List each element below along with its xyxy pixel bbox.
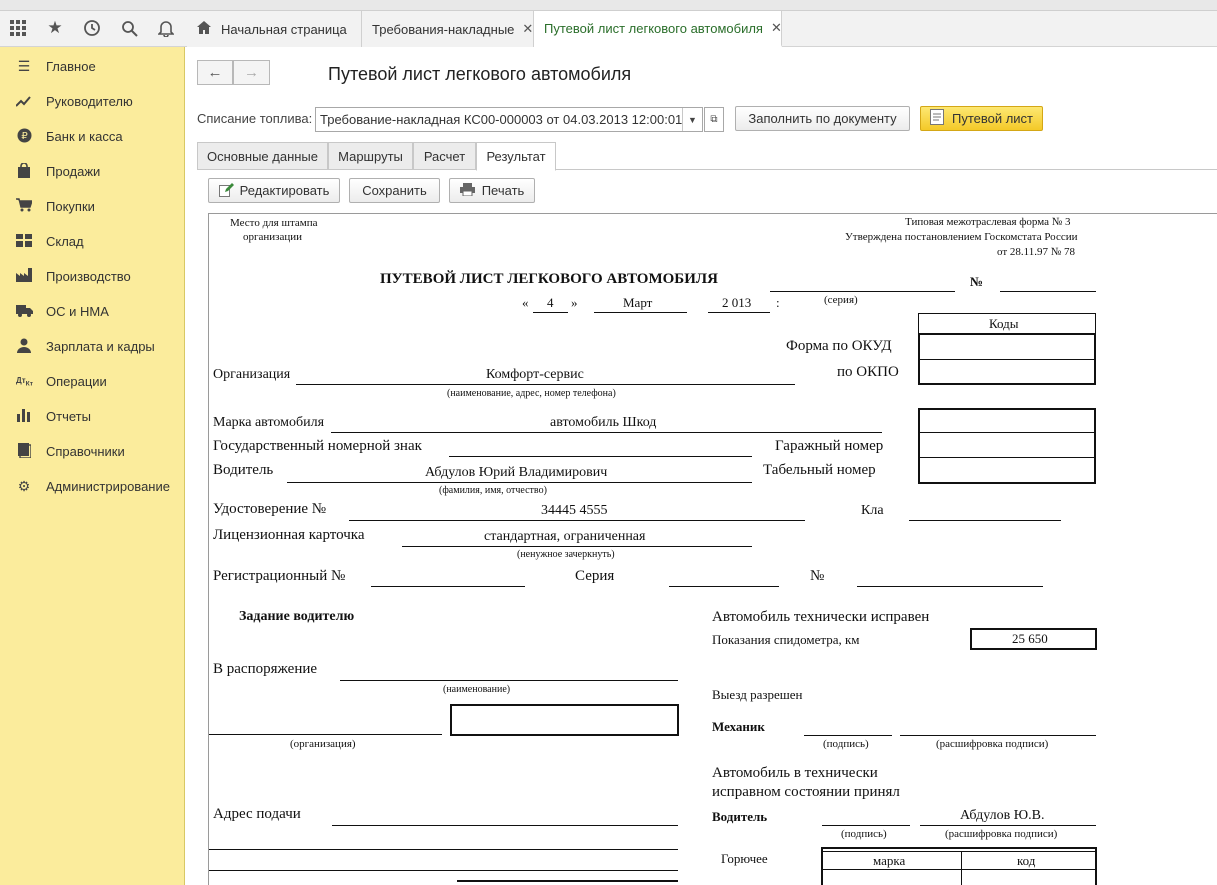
disposal-line	[340, 680, 678, 681]
sidebar-item-operations[interactable]	[0, 364, 185, 399]
address-line-2	[209, 849, 678, 850]
mechanic-decode-line	[900, 735, 1096, 736]
quote-open: «	[522, 295, 529, 310]
plate-line	[449, 456, 752, 457]
history-icon[interactable]	[81, 17, 103, 39]
sidebar-item-salary[interactable]	[0, 329, 185, 364]
address-label: Адрес подачи	[213, 806, 301, 822]
apps-grid-icon[interactable]	[7, 17, 29, 39]
address-line-4	[457, 880, 678, 882]
tab-label: Требования-накладные	[372, 21, 515, 37]
okpo-label: по ОКПО	[837, 364, 899, 380]
document-icon	[930, 109, 944, 128]
sidebar-item-label: Продажи	[46, 164, 101, 179]
chevron-down-icon[interactable]: ▼	[682, 108, 702, 131]
sidebar-item-label: Операции	[46, 374, 107, 389]
search-icon[interactable]	[118, 17, 140, 39]
person-icon	[16, 338, 32, 356]
warehouse-icon	[16, 234, 32, 250]
day-line	[533, 312, 568, 313]
sidebar-item-label: Банк и касса	[46, 129, 123, 144]
dt-kt-icon: $Дт_{Кт}$	[16, 375, 33, 388]
fuel-writeoff-value: Требование-накладная КС00-000003 от 04.03.2013 12:00:01	[320, 112, 682, 127]
org-caption-2: (организация)	[290, 738, 356, 750]
disposal-label: В распоряжение	[213, 661, 318, 677]
car-codes-divider-2	[919, 457, 1095, 458]
driver2-decode-line	[920, 825, 1096, 826]
print-button-label: Печать	[481, 183, 525, 198]
org-label: Организация	[213, 367, 291, 382]
org-value: Комфорт-сервис	[486, 367, 584, 382]
edit-button[interactable]	[208, 178, 340, 203]
address-line	[332, 825, 678, 826]
pencil-icon	[219, 182, 234, 200]
menu-icon: ☰	[17, 58, 31, 74]
series-value-line	[669, 586, 779, 587]
printer-icon	[460, 183, 475, 199]
sidebar-item-reports[interactable]	[0, 399, 185, 434]
sidebar-item-label: Администрирование	[46, 479, 170, 494]
tab-requisitions[interactable]	[362, 11, 534, 47]
waybill-button-label: Путевой лист	[951, 111, 1034, 126]
driver-line	[287, 482, 752, 483]
task-label: Задание водителю	[239, 609, 355, 624]
mechanic-decode-caption: (расшифровка подписи)	[936, 738, 1049, 750]
sidebar-item-label: ОС и НМА	[46, 304, 109, 319]
sidebar-item-sales[interactable]	[0, 154, 185, 189]
sidebar-item-fixed-assets[interactable]	[0, 294, 185, 329]
series-caption: (серия)	[824, 294, 858, 306]
reg-line	[371, 586, 525, 587]
class-line	[909, 520, 1061, 521]
date-month: Март	[623, 295, 653, 310]
card-label: Лицензионная карточка	[213, 527, 365, 543]
approved-date-text: от 28.11.97 № 78	[997, 246, 1075, 258]
waybill-spreadsheet[interactable]	[208, 213, 1217, 885]
number-line	[1000, 291, 1096, 292]
sidebar	[0, 47, 185, 885]
sidebar-item-label: Зарплата и кадры	[46, 339, 155, 354]
save-button[interactable]: Сохранить	[349, 178, 440, 203]
car-codes-divider-1	[919, 432, 1095, 433]
fuel-table	[821, 847, 1097, 885]
card-value: стандартная, ограниченная	[484, 529, 646, 544]
accepted-line-1: Автомобиль в технически	[712, 765, 878, 781]
ruble-icon	[16, 128, 32, 146]
org-caption: (наименование, адрес, номер телефона)	[447, 388, 616, 399]
back-button[interactable]	[197, 60, 233, 85]
sidebar-item-label: Производство	[46, 269, 131, 284]
tabs-divider	[197, 169, 1217, 170]
name-caption: (наименование)	[443, 684, 511, 695]
driver-value: Абдулов Юрий Владимирович	[425, 465, 608, 480]
odometer-label: Показания спидометра, км	[712, 632, 860, 647]
window-title-strip	[0, 0, 1217, 11]
car-line	[331, 432, 882, 433]
page-title: Путевой лист легкового автомобиля	[328, 64, 632, 84]
odometer-value: 25 650	[1012, 631, 1048, 646]
tab-calculation[interactable]: Расчет	[413, 142, 476, 170]
reg-label: Регистрационный №	[213, 568, 346, 584]
waybill-print-button[interactable]	[920, 106, 1043, 131]
favorites-star-icon[interactable]: ★	[47, 18, 63, 37]
tab-result[interactable]: Результат	[476, 142, 556, 171]
sidebar-item-manager[interactable]	[0, 84, 185, 119]
svg-text:₽: ₽	[20, 130, 28, 142]
tab-label: Начальная страница	[221, 21, 347, 37]
driver2-sign-line	[822, 825, 910, 826]
card-caption: (ненужное зачеркнуть)	[517, 549, 615, 560]
fuel-section-label: Горючее	[721, 851, 768, 866]
car-codes-box	[918, 408, 1096, 484]
gear-icon: ⚙	[17, 478, 31, 494]
plate-label: Государственный номерной знак	[213, 438, 422, 454]
sidebar-item-warehouse[interactable]	[0, 224, 185, 259]
cart-icon	[16, 198, 32, 215]
number-sign: №	[970, 274, 984, 289]
address-line-3	[209, 870, 678, 871]
no-label: №	[810, 568, 825, 584]
notifications-bell-icon[interactable]	[155, 17, 177, 39]
driver2-value: Абдулов Ю.В.	[960, 808, 1045, 823]
fuel-table-row-line	[823, 869, 1095, 870]
org-stamp-box	[450, 704, 679, 736]
truck-icon	[16, 304, 32, 320]
bag-icon	[16, 163, 32, 181]
driver-label: Водитель	[213, 462, 274, 478]
fuel-table-inner-top	[823, 851, 1095, 852]
fuel-writeoff-label: Списание топлива:	[197, 111, 313, 126]
series-line	[770, 291, 955, 292]
tab-number-label: Табельный номер	[763, 462, 876, 478]
codes-label: Коды	[989, 316, 1019, 331]
tab-routes[interactable]: Маршруты	[328, 142, 413, 170]
main-content	[185, 47, 1217, 885]
date-year: 2 013	[722, 295, 752, 310]
sidebar-item-label: Главное	[46, 59, 96, 74]
top-bar	[0, 0, 1217, 47]
colon-sep: :	[776, 295, 780, 310]
class-label: Кла	[861, 503, 884, 518]
approved-text: Утверждена постановлением Госкомстата России	[845, 231, 1078, 243]
sidebar-item-label: Покупки	[46, 199, 95, 214]
driver2-decode-caption: (расшифровка подписи)	[945, 828, 1058, 840]
sidebar-item-bank[interactable]	[0, 119, 185, 154]
trend-icon	[16, 94, 32, 110]
fuel-mark-header: марка	[873, 853, 906, 868]
okud-label: Форма по ОКУД	[786, 338, 892, 354]
edit-button-label: Редактировать	[239, 183, 330, 198]
no-line	[857, 586, 1043, 587]
card-line	[402, 546, 752, 547]
car-value: автомобиль Шкод	[550, 415, 657, 430]
close-icon[interactable]: ✕	[770, 20, 782, 35]
month-line	[594, 312, 687, 313]
exit-allowed-label: Выезд разрешен	[712, 687, 803, 702]
arrow-left-icon: ←	[207, 64, 223, 81]
garage-label: Гаражный номер	[775, 438, 884, 454]
sidebar-item-purchases[interactable]	[0, 189, 185, 224]
codes-divider	[919, 359, 1095, 360]
close-icon[interactable]: ✕	[522, 21, 534, 36]
quote-close: »	[571, 295, 578, 310]
car-label: Марка автомобиля	[213, 415, 325, 430]
form-type-text: Типовая межотраслевая форма № 3	[905, 216, 1071, 228]
tab-main-data[interactable]: Основные данные	[197, 142, 328, 170]
org-line	[296, 384, 795, 385]
chart-icon	[16, 409, 32, 425]
driver2-label: Водитель	[712, 809, 768, 824]
book-icon	[16, 443, 32, 461]
driver-caption: (фамилия, имя, отчество)	[439, 485, 547, 496]
factory-icon	[16, 268, 32, 285]
mechanic-label: Механик	[712, 719, 765, 734]
mechanic-sign-line	[804, 735, 892, 736]
year-line	[708, 312, 770, 313]
tab-waybill[interactable]	[534, 11, 782, 47]
tab-home[interactable]	[187, 11, 362, 47]
arrow-right-icon: →	[244, 64, 259, 81]
print-button[interactable]	[449, 178, 535, 203]
series-label: Серия	[575, 568, 615, 584]
driver2-sign-caption: (подпись)	[841, 828, 887, 840]
sidebar-item-label: Справочники	[46, 444, 125, 459]
organization-line	[209, 734, 442, 735]
sidebar-item-production[interactable]	[0, 259, 185, 294]
sidebar-item-main[interactable]	[0, 49, 185, 84]
tab-label: Путевой лист легкового автомобиля	[544, 20, 763, 36]
license-value: 34445 4555	[541, 503, 608, 518]
accepted-line-2: исправном состоянии принял	[712, 784, 900, 800]
fuel-table-col-line	[961, 851, 962, 885]
sidebar-item-label: Склад	[46, 234, 84, 249]
forward-button[interactable]	[233, 60, 270, 85]
fill-by-document-button[interactable]: Заполнить по документу	[735, 106, 910, 131]
sidebar-item-directories[interactable]	[0, 434, 185, 469]
stamp-org-text: организации	[243, 231, 303, 243]
license-line	[349, 520, 805, 521]
tech-ok-label: Автомобиль технически исправен	[712, 609, 930, 625]
home-icon	[197, 21, 211, 37]
stamp-place-text: Место для штампа	[230, 217, 318, 229]
sidebar-item-label: Отчеты	[46, 409, 91, 424]
open-document-icon[interactable]: ⧉	[704, 107, 724, 132]
doc-title: ПУТЕВОЙ ЛИСТ ЛЕГКОВОГО АВТОМОБИЛЯ	[380, 271, 718, 287]
sidebar-item-admin[interactable]	[0, 469, 185, 504]
sidebar-item-label: Руководителю	[46, 94, 133, 109]
license-label: Удостоверение №	[213, 501, 327, 517]
fuel-writeoff-select[interactable]	[315, 107, 703, 132]
date-day: 4	[547, 295, 554, 310]
mechanic-sign-caption: (подпись)	[823, 738, 869, 750]
fuel-code-header: код	[1017, 853, 1036, 868]
